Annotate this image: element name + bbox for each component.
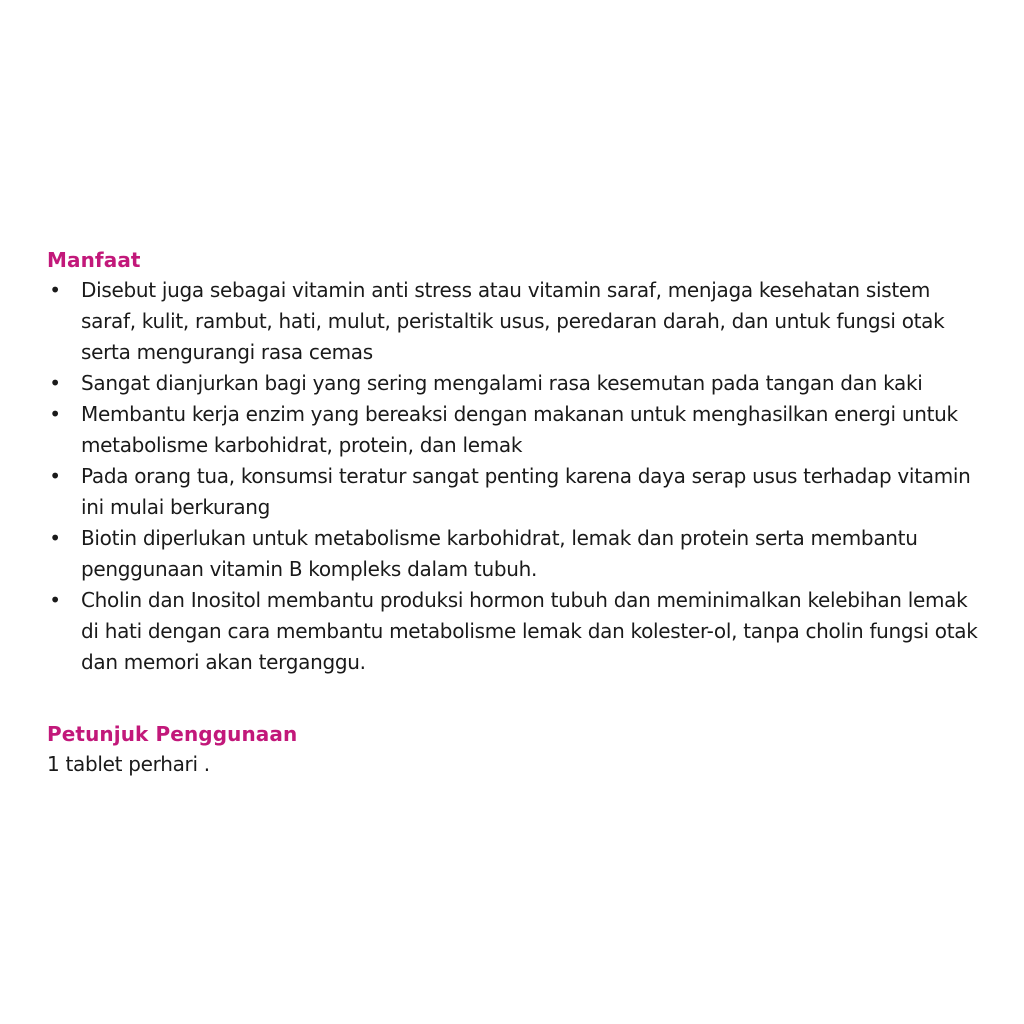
product-info	[47, 245, 987, 780]
usage-instruction: 1 tablet perhari .	[47, 752, 210, 776]
list-item	[47, 275, 987, 368]
list-item-text: Sangat dianjurkan bagi yang sering mengalami rasa kesemutan pada tangan dan kaki	[81, 371, 923, 395]
list-item	[47, 585, 987, 678]
manfaat-heading: Manfaat	[47, 248, 141, 272]
list-item	[47, 523, 987, 585]
list-item-text: Pada orang tua, konsumsi teratur sangat penting karena daya serap usus terhadap vitamin ini mulai berkurang	[81, 464, 971, 519]
list-item-text: Membantu kerja enzim yang bereaksi dengan makanan untuk menghasilkan energi untuk metabolisme karbohidrat, protein, dan lemak	[81, 402, 958, 457]
list-item-text: Cholin dan Inositol membantu produksi hormon tubuh dan meminimalkan kelebihan lemak di hati dengan cara membantu metabolisme lemak dan kolester-ol, tanpa cholin fungsi otak dan memori akan terganggu.	[81, 588, 978, 674]
petunjuk-heading: Petunjuk Penggunaan	[47, 722, 298, 746]
list-item-text: Disebut juga sebagai vitamin anti stress atau vitamin saraf, menjaga kesehatan sistem saraf, kulit, rambut, hati, mulut, peristaltik usus, peredaran darah, dan untuk fungsi otak serta mengurangi rasa cemas	[81, 278, 945, 364]
bullet-icon: •	[49, 464, 61, 488]
bullet-icon: •	[49, 278, 61, 302]
list-item	[47, 368, 987, 399]
bullet-icon: •	[49, 526, 61, 550]
bullet-icon: •	[49, 371, 61, 395]
bullet-icon: •	[49, 588, 61, 612]
list-item	[47, 461, 987, 523]
manfaat-section	[47, 245, 987, 678]
list-item	[47, 399, 987, 461]
petunjuk-section	[47, 719, 987, 780]
bullet-icon: •	[49, 402, 61, 426]
list-item-text: Biotin diperlukan untuk metabolisme karbohidrat, lemak dan protein serta membantu penggunaan vitamin B kompleks dalam tubuh.	[81, 526, 918, 581]
benefits-list	[47, 275, 987, 678]
